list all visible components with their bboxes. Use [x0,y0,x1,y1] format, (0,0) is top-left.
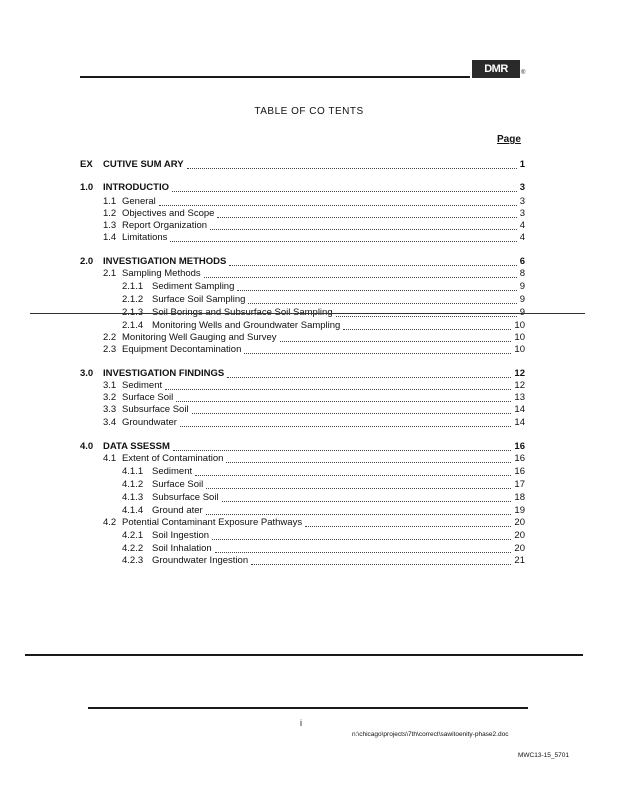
toc-entry-page: 9 [519,281,525,292]
toc-leader-dots [206,476,511,489]
toc-leader-dots [172,179,517,192]
toc-entry-title: Subsurface Soil [122,404,189,415]
toc-entry-number: 2.3 [103,344,117,355]
toc-entry-number: 4.2.1 [122,530,144,541]
header-rule [80,76,470,78]
toc-entry-page: 20 [514,517,525,528]
toc-entry-page: 10 [514,344,525,355]
toc-entry-title: INVESTIGATION METHODS [103,256,227,267]
toc-leader-dots [248,291,517,304]
page-title: TABLE OF CO TENTS [254,106,364,117]
footer-document-id: MWC13-15_5701 [518,752,569,759]
toc-leader-dots [237,278,517,291]
toc-entry-title: INVESTIGATION FINDINGS [103,368,225,379]
toc-entry-number: 2.2 [103,332,117,343]
toc-entry-title: DATA SSESSM [103,441,170,452]
toc-entry [0,159,525,171]
toc-entry-title: Ground ater [152,505,203,516]
toc-entry-number: 2.1.2 [122,294,144,305]
toc-entry-page: 3 [519,208,525,219]
toc-entry-title: Surface Soil [122,392,174,403]
toc-leader-dots [336,304,517,317]
toc-leader-dots [204,265,517,278]
toc-entry-number: 2.1.4 [122,320,144,331]
toc-entry-title: Surface Soil Sampling [152,294,246,305]
logo-registered-mark: ® [521,70,526,76]
toc-entry-page: 20 [514,543,525,554]
footer-rule-lower [88,707,528,709]
footer-rule-upper [25,654,583,656]
toc-entry-title: Groundwater [122,417,177,428]
toc-entry-number: 4.1.2 [122,479,144,490]
toc-entry-number: 2.1.1 [122,281,144,292]
toc-entry-page: 17 [514,479,525,490]
toc-entry-title: Sediment Sampling [152,281,235,292]
toc-entry-number: 4.1.4 [122,505,144,516]
toc-entry-number: EX [80,159,93,170]
toc-entry-title: Potential Contaminant Exposure Pathways [122,517,303,528]
toc-entry [0,232,525,244]
toc-entry-title: Sediment [152,466,193,477]
toc-entry-page: 9 [519,294,525,305]
toc-leader-dots [195,463,511,476]
toc-leader-dots [226,450,511,463]
toc-entry-page: 4 [519,220,525,231]
toc-entry-number: 3.2 [103,392,117,403]
toc-entry-number: 4.0 [80,441,94,452]
footer-page-number: i [300,718,302,728]
toc-entry-page: 16 [514,466,525,477]
toc-entry-title: Monitoring Well Gauging and Survey [122,332,277,343]
toc-leader-dots [180,414,511,427]
toc-entry-title: Objectives and Scope [122,208,215,219]
toc-entry-title: Monitoring Wells and Groundwater Sampling [152,320,341,331]
toc-entry-page: 14 [514,404,525,415]
toc-entry-page: 21 [514,555,525,566]
toc-entry-title: Sampling Methods [122,268,201,279]
scan-line-artifact [30,313,585,314]
toc-entry-title: Extent of Contamination [122,453,224,464]
toc-entry [0,344,525,356]
toc-entry-number: 1.4 [103,232,117,243]
toc-entry-number: 2.1 [103,268,117,279]
toc-entry-number: 4.1.1 [122,466,144,477]
toc-entry [0,417,525,429]
company-logo: DMR [472,60,520,78]
toc-entry-page: 12 [514,368,525,379]
toc-entry-number: 3.4 [103,417,117,428]
toc-entry-page: 16 [514,453,525,464]
toc-entry-number: 4.2.2 [122,543,144,554]
toc-entry-title: Groundwater Ingestion [152,555,249,566]
toc-entry-number: 3.1 [103,380,117,391]
toc-entry-page: 20 [514,530,525,541]
toc-entry-page: 3 [519,196,525,207]
toc-entry-title: INTRODUCTIO [103,182,169,193]
toc-entry-title: Soil Ingestion [152,530,210,541]
toc-entry-page: 16 [514,441,525,452]
toc-entry-page: 18 [514,492,525,503]
toc-entry-number: 4.2 [103,517,117,528]
toc-leader-dots [244,341,511,354]
toc-entry-page: 8 [519,268,525,279]
toc-leader-dots [222,489,511,502]
toc-leader-dots [212,527,511,540]
toc-entry-title: Limitations [122,232,168,243]
toc-leader-dots [251,552,511,565]
toc-entry-number: 3.3 [103,404,117,415]
toc-entry-title: Report Organization [122,220,208,231]
toc-entry-page: 10 [514,320,525,331]
toc-entry-page: 3 [519,182,525,193]
toc-entry-number: 1.2 [103,208,117,219]
toc-entry-title: General [122,196,156,207]
toc-entry-number: 4.1.3 [122,492,144,503]
toc-entry-page: 19 [514,505,525,516]
toc-entry-title: Surface Soil [152,479,204,490]
toc-entry-number: 1.0 [80,182,94,193]
toc-entry-page: 12 [514,380,525,391]
toc-entry-number: 1.1 [103,196,117,207]
toc-entry-page: 6 [519,256,525,267]
toc-entry-title: CUTIVE SUM ARY [103,159,184,170]
toc-entry-page: 1 [519,159,525,170]
toc-entry-page: 14 [514,417,525,428]
toc-leader-dots [192,401,511,414]
toc-entry-page: 10 [514,332,525,343]
toc-entry-page: 13 [514,392,525,403]
toc-entry-page: 4 [519,232,525,243]
toc-leader-dots [187,156,517,169]
toc-entry-title: Equipment Decontamination [122,344,242,355]
toc-entry [0,555,525,567]
toc-entry-number: 3.0 [80,368,94,379]
toc-entry-number: 1.3 [103,220,117,231]
toc-entry-title: Subsurface Soil [152,492,219,503]
toc-entry-number: 4.1 [103,453,117,464]
toc-entry-title: Soil Inhalation [152,543,212,554]
toc-entry-number: 4.2.3 [122,555,144,566]
toc-entry-number: 2.0 [80,256,94,267]
toc-leader-dots [305,514,511,527]
toc-entry-title: Sediment [122,380,163,391]
footer-file-path: n:\chicago\projects\7th\correct\sawitoenity-phase2.doc [352,731,509,738]
toc-leader-dots [170,229,517,242]
page-column-header: Page [497,134,521,145]
